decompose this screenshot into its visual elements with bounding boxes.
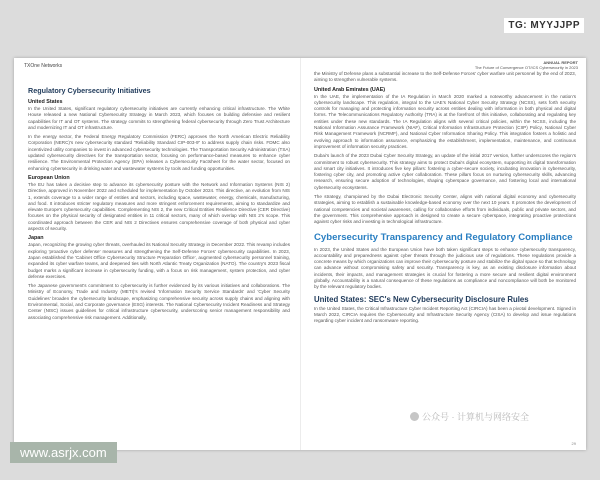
section-title: Regulatory Cybersecurity Initiatives	[28, 86, 151, 95]
paragraph: Dubai's launch of the 2023 Dubai Cyber Security Strategy, an update of the initial 2017 version, further underscores the region's commitment to robust cybersecurity. This strategy aims to protect Dubai's digital ecosystem, supporting its digital transformation and smart city initiatives. It introduces five key pillars: fostering a cyber-secure society, incubating innovation in cybersecurity, fostering cyber city, and promoting active cyber collaboration. These pillars focus on nurturing cybersecurity skills, advancing research, ensuring secure adoption of technologies, shaping cyberspace governance, and fostering local and international cybersecurity ecosystems.	[314, 153, 576, 190]
paragraph: In the United States, significant regulatory cybersecurity initiatives are currently enhancing critical infrastructure. The White House released a new National Cybersecurity Strategy in March 2023, which focuses on building defensive and resilient capabilities for IT and OT systems. The strategy commits to strengthening federal cybersecurity through Zero Trust Architecture and modernizing IT and OT infrastructure.	[28, 106, 290, 130]
left-page	[14, 58, 301, 450]
paragraph: The EU has taken a decisive step to advance its cybersecurity posture with the Network and Information Systems (NIS 2) Directive, approved in November 2022 and scheduled for implementation by October 2024. This directive, an evolution from NIS 1, extends coverage to a wider range of entities and sectors, including space, wastewater, energy, chemicals, manufacturing, and food. It introduces stricter regulatory measures and more stringent enforcement requirements, aiming to standardize and elevate Europe's cybersecurity capabilities. Complementing NIS 2, the new Critical Entities Resilience Directive (CER Directive) focuses on the physical security of designated entities in 11 critical sectors, many of which overlap with NIS 2's scope. This coordinated approach between the CER and NIS 2 Directives ensures comprehensive coverage of both physical and cyber aspects of security.	[28, 181, 290, 232]
right-column	[314, 61, 576, 328]
paragraph: In the UAE, the implementation of the IA Regulation in March 2020 marked a noteworthy advancement in the nation's cybersecurity landscape. This regulation, integral to the UAE's National Cyber Security Strategy (NCSS), sets forth security controls for managing and protecting information security across entities dealing with information in both physical and digital forms. The Telecommunications Regulatory Authority (TRA) is at the forefront of this initiative, collaborating and regulating key entities under these new standards. The IA Regulation aligns with several critical policies, within the NCSS, including the National Information Assurance Framework (NIAF), Critical Information Infrastructure Protection (CIIP) Policy, National Cyber Risk Management Framework (NCRMF), and National Cyber Information Sharing Policy. This integration fosters a holistic and evolving approach to information assurance, emphasizing the establishment, implementation, maintenance, and continuous improvement of information security practices.	[314, 93, 576, 149]
running-head-left: TXOne Networks	[24, 63, 63, 69]
paragraph: In 2023, the United States and the European Union have both taken significant steps to enhance cybersecurity transparency, accountability and preparedness against cyber threats through the judicious use of regulations. These regulations provide a concrete means by which organizations can improve their cybersecurity posture and stabilize the digital space so that technology can advance without compromising safety and security. Transparency is key, as an existing disclosure information about incidents, their impacts, and management strategies is crucial for fostering a more secure and resilient digital environment globally. Accountability is a natural consequence of these regulations as compliance and noncompliance will both be monitored by the relevant regulatory bodies.	[314, 246, 576, 290]
transparency-title: Cybersecurity Transparency and Regulatory Compliance	[314, 231, 573, 243]
running-head-subtitle: The Future of Convergence OT/ICS Cybersecurity in 2023	[474, 65, 578, 70]
heading-japan: Japan	[28, 235, 44, 242]
paragraph: Japan, recognizing the growing cyber threats, overhauled its National Security Strategy in December 2022. This revamp includes exploring 'proactive cyber defense' measures and strengthening the Self-Defense Forces' cybersecurity capabilities. In 2023, Japan established the 'Cabinet Office Cybersecurity Structure Preparation Office', augmented cybersecurity personnel training, expanded its cyber warfare teams, and deepened ties with North Atlantic Treaty Organization (NATO). The country's 2023 fiscal budget marks a significant increase in cybersecurity funding, with a focus on risk management, system protection, and cyber defense exercises.	[28, 242, 290, 279]
paragraph: The strategy, championed by the Dubai Electronic Security Center, aligns with national digital economy and cybersecurity strategies, aiming to establish a sustainable knowledge-based economy over the next 10 years. It promotes the development of national competencies and societal awareness, calling for collaborative efforts from individuals, public and private sectors, and the government. This comprehensive approach is designed to create a secure cyberspace, integrating proactive protections against cyber risks and investing in technological infrastructure.	[314, 194, 576, 225]
watermark-wechat	[410, 410, 529, 423]
right-page	[300, 58, 586, 450]
document-spread	[14, 58, 586, 450]
wechat-icon	[410, 412, 419, 421]
heading-uae: United Arab Emirates (UAE)	[314, 86, 386, 93]
paragraph: In the energy sector, the Federal Energy Regulatory Commission (FERC) approves the North American Electric Reliability Corporation (NERC)'s new cybersecurity standard "Reliability Standard CIP-003-9" to address supply chain risks. FDMC also incentivized utility companies to invest in advanced cybersecurity technologies. The Transportation Security Administration (TSA) updated cybersecurity directives for the transportation sector, focusing on performance-based measures to enhance cyber resilience. The Environmental Protection Agency (EPA) releases a Cybersecurity Factsheet for the water sector, focused on enhancing cybersecurity in drinking water and wastewater systems by tools and funding opportunities.	[28, 134, 290, 171]
sec-title: United States: SEC's New Cybersecurity Disclosure Rules	[314, 294, 529, 304]
running-head-title: ANNUAL REPORT	[543, 60, 578, 65]
page-number-right: 29	[571, 441, 576, 446]
left-column	[28, 86, 290, 324]
heading-european-union: European Union	[28, 174, 70, 181]
heading-united-states: United States	[28, 99, 63, 105]
paragraph: The Japanese government's commitment to cybersecurity is further evidenced by its various initiatives and collaborations. The Ministry of Economy, Trade and Industry (METI)'s revised 'Information Security Service Standards' and 'Cyber Security Guidelines' broaden the cybersecurity landscape, emphasizing comprehensive security across supply chains and aligning with Environmental, Social, and Corporate governance (ESG) interests. The National Cybersecurity Incident Readiness and Strategy Center (NISC) issues guidelines for critical infrastructure cybersecurity, underscoring senior management responsibility and associating comprehensive risk management. Additionally,	[28, 283, 290, 320]
intro-paragraph: the Ministry of Defense plans a substantial increase to the Self-Defense Forces' cyber warfare unit personnel by the end of 2023, aiming to strengthen vulnerable systems.	[314, 71, 576, 83]
watermark-wechat-text: 公众号 · 计算机与网络安全	[422, 412, 529, 422]
watermark-website: www.asrjx.com	[10, 442, 117, 463]
paragraph: In the United States, the Critical Infrastructure Cyber Incident Reporting Act (CIRCIA) has been a pivotal development. Signed in March 2022, CIRCIA requires the Cybersecurity and Infrastructure Security Agency (CISA) to develop and issue regulations regarding cyber incident and ransomware reporting.	[314, 305, 576, 324]
watermark-telegram: TG: MYYJJPP	[504, 18, 584, 33]
